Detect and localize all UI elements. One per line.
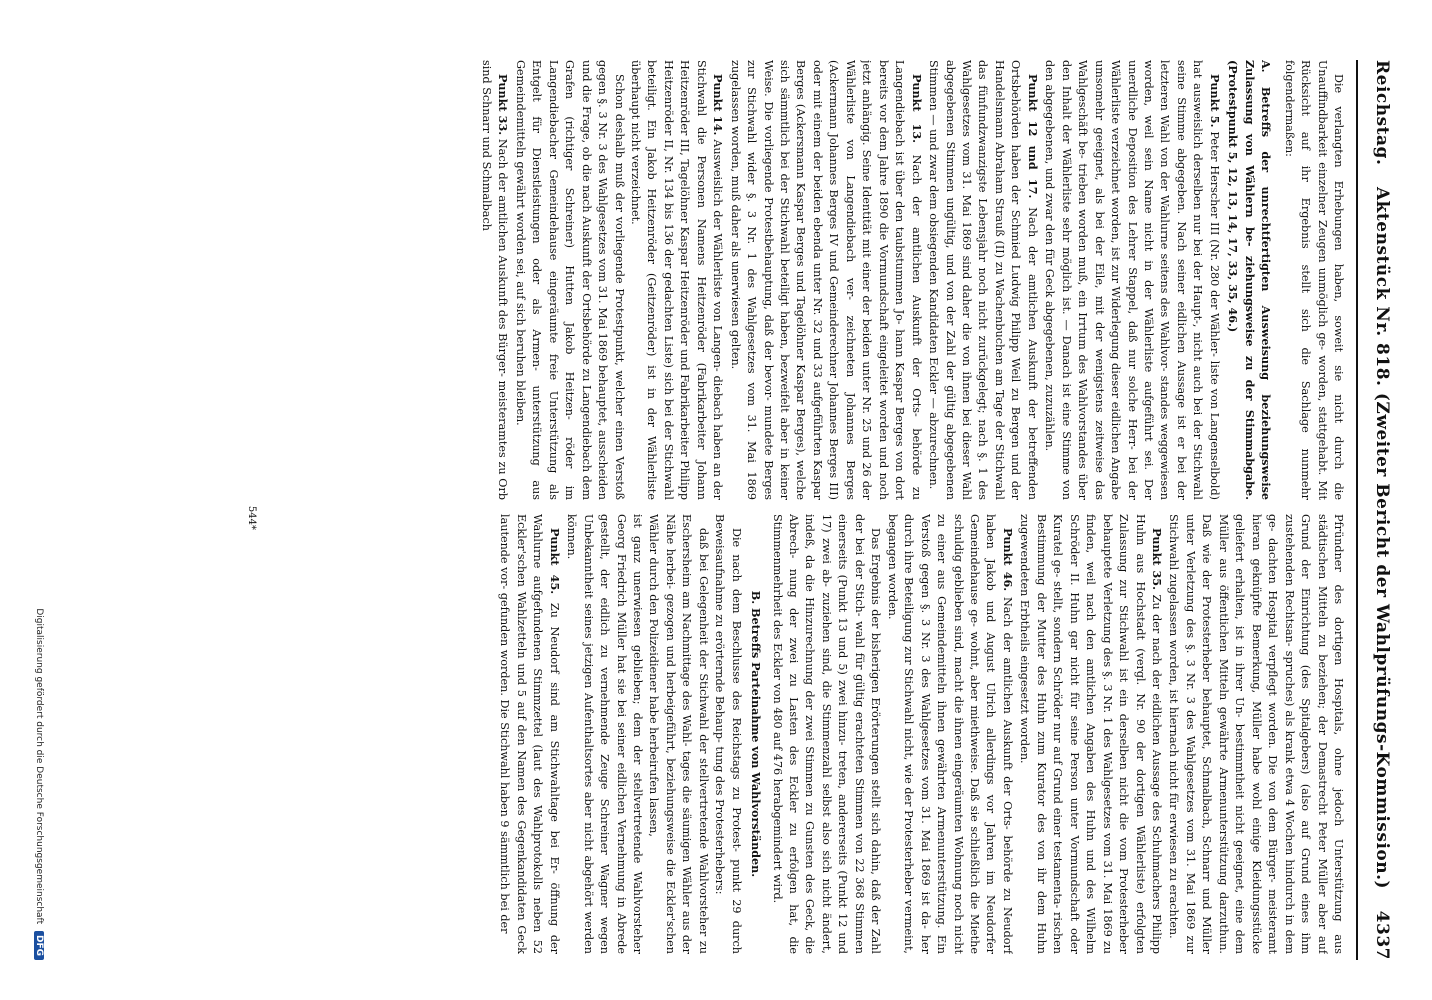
punkt-35-label: Punkt 35.	[1150, 528, 1165, 590]
quoted-claim-conclusion: ist ganz unerwiesen geblieben; dem der stellvertretende Wahlvorsteher Georg Friedrich Müller hat sie bei seiner eidlichen Vernehmung in Abrede gestellt, der eidlich zu vernehmende Zeuge Schreiner Wagner wegen Unbekanntheit seines jetzigen Aufenthaltsortes aber nicht abgehört werden können.	[565, 514, 644, 954]
running-header	[1362, 60, 1392, 960]
punkt-12-text: Nach der amtlichen Auskunft der betreffenden Ortsbehörden haben der Schmied Ludwig Philipp Weil zu Bergen und der Handelsmann Abraham Strauß (II) zu Wachenbuchen am Tage der Stichwahl das fünfundzwanzigste Lebensjahr noch nicht zurückgelegt; nach §. 1 des Wahlgesetzes vom 31. Mai 1869 sind daher die von ihnen bei dieser Wahl abgegebenen Stimmen ungültig, und von der Zahl der gültig abgegebenen Stimmen — und zwar dem obsiegenden Kandidaten Eckler — abzurechnen.	[927, 60, 1039, 500]
digitization-footer	[34, 60, 44, 960]
text-columns	[166, 60, 1346, 960]
punkt-33-paragraph	[477, 60, 511, 500]
punkt-13-text: Nach der amtlichen Auskunft der Orts- behörde zu Langendiebach ist über den taubstummen Jo- hann Kaspar Berges von dort bereits vor dem Jahre 1890 die Vormundschaft eingeleitet worden und noch jetzt anhängig. Seine Identität mit einer der beiden unter Nr. 25 und 26 der Wählerliste von Langendiebach ver- zeichneten Johannes Berges (Ackermann Johannes Berges IV und Gemeinderechner Johannes Berges III) oder mit einem der beiden ebenda unter Nr. 32 und 33 aufgeführten Kaspar Berges (Ackersmann Kaspar Berges und Tagelöhner Kaspar Berges), welche sich sämmtlich bei der Stichwahl beteiligt haben, bezweifelt aber in keiner Weise. Die vorliegende Protestbehauptung, daß der bevor- mundete Berges zur Stichwahl wider §. 3 Nr. 1 des Wahlgesetzes vom 31. Mai 1869 zugelassen worden, muß daher als unerwiesen gelten.	[728, 60, 923, 500]
signature-mark: 544*	[246, 505, 257, 530]
left-column	[166, 60, 1346, 500]
header-left: Reichstag.	[1372, 60, 1392, 166]
punkt-33-text: Nach der amtlichen Auskunft des Bürger- meisteramtes zu Orb sind Schnarr und Schmalbach	[479, 60, 510, 500]
section-b-paragraph: Die nach dem Beschlusse des Reichstags zu Protest- punkt 29 durch Beweisaufnahme zu erörternde Behaup- tung des Protesterhebers:	[713, 514, 743, 954]
intro-paragraph: Die verlangten Erhebungen haben, soweit sie nicht durch die Unauffindbarkeit einzelner Zeugen unmöglich ge- worden, stattgehabt. Mit Rücksicht auf ihr Ergebnis stellt sich die Sachlage nunmehr folgendermaßen:	[1282, 60, 1345, 500]
punkt-12-label: Punkt 12 und 17.	[1025, 74, 1040, 199]
summary-paragraph: Das Ergebnis der bisherigen Erörterungen stellt sich dahin, daß der Zahl der bei der Stich- wahl für gültig erachteten Stimmen von 22 368 Stimmen einerseits (Punkt 13 und 5) zwei hinzu- treten, andererseits (Punkt 12 und 17) zwei ab- zuziehen sind, die Stimmenzahl selbst also sich nicht ändert, indeß, da die Hinzurechnung der zwei Stimmen zu Gunsten des Geck, die Abrech- nung der zwei zu Lasten des Eckler zu erfolgen hat, die Stimmenmehrheit des Eckler von 480 auf 476 herabgemindert wird.	[770, 514, 883, 954]
footer-text: Digitalisierung gefördert durch die Deutsche Forschungsgemeinschaft	[34, 608, 44, 925]
punkt-46-text: Nach der amtlichen Auskunft der Orts- behörde zu Neudorf haben Jakob und August Ulrich allerdings vor Jahren im Neudorfer Gemeindehause ge- wohnt, aber miethweise. Daß sie schließlich die Miethe schuldig geblieben sind, macht die ihnen eingeräumten Wohnung noch nicht zu einer aus Gemeindemitteln ihnen gewährten Armenunterstützung. Ein Verstoß gegen §. 3 Nr. 3 des Wahlgesetzes vom 31. Mai 1869 ist da- her durch ihre Beteiligung zur Stichwahl nicht, wie der Protesterheber vermeint, begangen worden.	[885, 514, 1014, 954]
dfg-logo: DFG	[34, 931, 44, 960]
punkt-5-paragraph	[1041, 60, 1223, 500]
punkt-12-paragraph	[925, 60, 1041, 500]
quoted-claim: daß bei Gelegenheit der Stichwahl der stellvertretende Wahlvorsteher zu Eschersheim am Nachmittage des Wahl- tages die säumigen Wähler aus der Nähe herbei- gezogen und herbeigeführt, beziehungsweise die Eckler'schen Wähler durch den Polizeidiener habe herbeirufen lassen,	[647, 514, 710, 954]
punkt-14-text: Ausweislich der Wählerliste von Langen- diebach haben an der Stichwahl die Personen Namens Heitzenröder (Fabrikarbeiter Johann Heitzenröder III, Tagelöhner Kaspar Heitzenröder und Fabrikarbeiter Philipp Heitzenröder II, Nr. 134 bis 136 der gedachten Liste) sich bei der Stichwahl beteiligt. Ein Jakob Heitzenröder (Geitzenröder) ist in der Wählerliste überhaupt nicht verzeichnet.	[628, 60, 725, 500]
punkt-5-text: Peter Herscher III (Nr. 280 der Wähler- liste von Langenselbold) hat ausweislich derselben nur bei der Haupt-, nicht auch bei der Stichwahl seine Stimme abgegeben. Nach seiner eidlichen Aussage ist er bei der letzteren Wahl von der Wahlurne seitens des Wahlvor- standes weggewiesen worden, weil sein Name nicht in der Wählerliste aufgeführt sei. Der unerdliche Deposition des Lehrer Stappel, daß nur solche Herr- bei der Wählerliste verzeichnet worden, ist zur Widerlegung dieser eidlichen Angabe umsomehr geeignet, als bei der Eile, mit der wenigstens zeitweise das Wahlgeschäft be- trieben worden muß, ein Irrtum des Wahlvorstandes über den Inhalt der Wählerliste sehr möglich ist. — Danach ist eine Stimme von den abgegebenen, und zwar den für Geck abgegebenen, zuzuzählen.	[1043, 60, 1221, 500]
continued-paragraph: Pfründner des dortigen Hospitals, ohne jedoch Unterstützung aus städtischen Mitteln zu beziehen; der Demastrecht Peter Müller aber auf Grund der Einrichtung (des Spitalgebers) (also auf Grund eines ihm zustehenden Rechtsan- spruches) als krank etwa 4 Wochen hindurch in dem ge- dachten Hospital verpflegt worden. Die von dem Bürger- meisteramt hieran geknüpfte Bemerkung, Müller habe wohl einige Kleidungsstücke geliefert erhalten, ist in ihrer Un- bestimmtheit nicht geeignet, eine dem Müller aus öffentlichen Mitteln gewährte Armenunterstützung darzuthun. Daß wie der Protesterheber behauptet, Schmalbach, Schnarr und Müller unter Verletzung des §. 3 Nr. 3 des Wahlgesetzes vom 31. Mai 1869 zur Stichwahl zugelassen worden, ist hiernach nicht für erwiesen zu erachten.	[1167, 514, 1345, 954]
punkt-14-label: Punkt 14.	[711, 74, 726, 136]
header-center: Aktenstück Nr. 818. (Zweiter Bericht der Wahlprüfungs-Kommission.)	[1372, 186, 1392, 890]
punkt-14-continued: Schon deshalb muß der vorliegende Protestpunkt, welcher einen Verstoß gegen §. 3 Nr. 3 des Wahlgesetzes vom 31. Mai 1869 behauptet, ausscheiden und die Frage, ob die nach Auskunft der Ortsbehörde zu Langendiebach dem Grafen (richtiger Schreiner) Hutten Jakob Heitzen- röder im Langendiebacher Gemeindehause eingeräumte freie Unterstützung als Entgelt für Dienstleistungen oder als Armen- unterstützung aus Gemeindemitteln gewährt worden sei, auf sich beruhen bleiben.	[513, 60, 626, 500]
punkt-45-text: Zu Neudorf sind am Stichwahltage bei Er- öffnung der Wahlurne aufgefundenen Stimmzettel (laut des Wahlprotokolls neben 52 Eckler'schen Wahlzetteln und 5 auf den Namen des Gegenkandidaten Geck lautende vor- gefunden worden. Die Stichwahl haben 9 sämmtlich bei der	[498, 514, 561, 954]
punkt-13-paragraph	[726, 60, 924, 500]
punkt-33-label: Punkt 33.	[496, 74, 511, 136]
punkt-35-paragraph	[1016, 514, 1165, 954]
punkt-46-paragraph	[883, 514, 1016, 954]
section-b-heading: B. Betreffs Parteinahme von Wahlvorständen.	[749, 590, 764, 878]
page-number: 4337	[1372, 910, 1392, 960]
right-column	[166, 514, 1346, 954]
punkt-14-paragraph	[627, 60, 727, 500]
punkt-5-label: Punkt 5.	[1207, 74, 1222, 128]
punkt-46-label: Punkt 46.	[1000, 528, 1015, 592]
section-a-heading: A. Betreffs der unrechtfertigten Ausweisung beziehungsweise Zulassung von Wählern be- ziehungsweise zu der Stimmabgabe. (Protestpunkt 5, 12, 13, 14, 17, 33, 35, 46.)	[1226, 60, 1274, 500]
punkt-35-text: Zu der nach der eidlichen Aussage des Schuhmachers Philipp Huhn aus Hochstadt (vergl. Nr. 90 der dortigen Wählerliste) erfolgten Zulassung zur Stichwahl ist ein derselben nicht die vom Protesterheber behauptete Verletzung des §. 3 Nr. 1 des Wahlgesetzes vom 31. Mai 1869 zu finden, weil nach den amtlichen Angaben des Huhn und des Wilhelm Schröder II. Huhn gar nicht für seine Person unter Vormundschaft oder Kuratel ge- stellt, sondern Schröder nur auf Grund einer testamenta- rischen Bestimmung der Mutter des Huhn zum Kurator des von ihr dem Huhn zugewendeten Erbtheils eingesetzt worden.	[1018, 514, 1164, 954]
punkt-13-label: Punkt 13.	[909, 74, 924, 144]
punkt-45-paragraph	[496, 514, 563, 954]
punkt-45-label: Punkt 45.	[547, 528, 562, 595]
header-rule	[1356, 60, 1358, 960]
